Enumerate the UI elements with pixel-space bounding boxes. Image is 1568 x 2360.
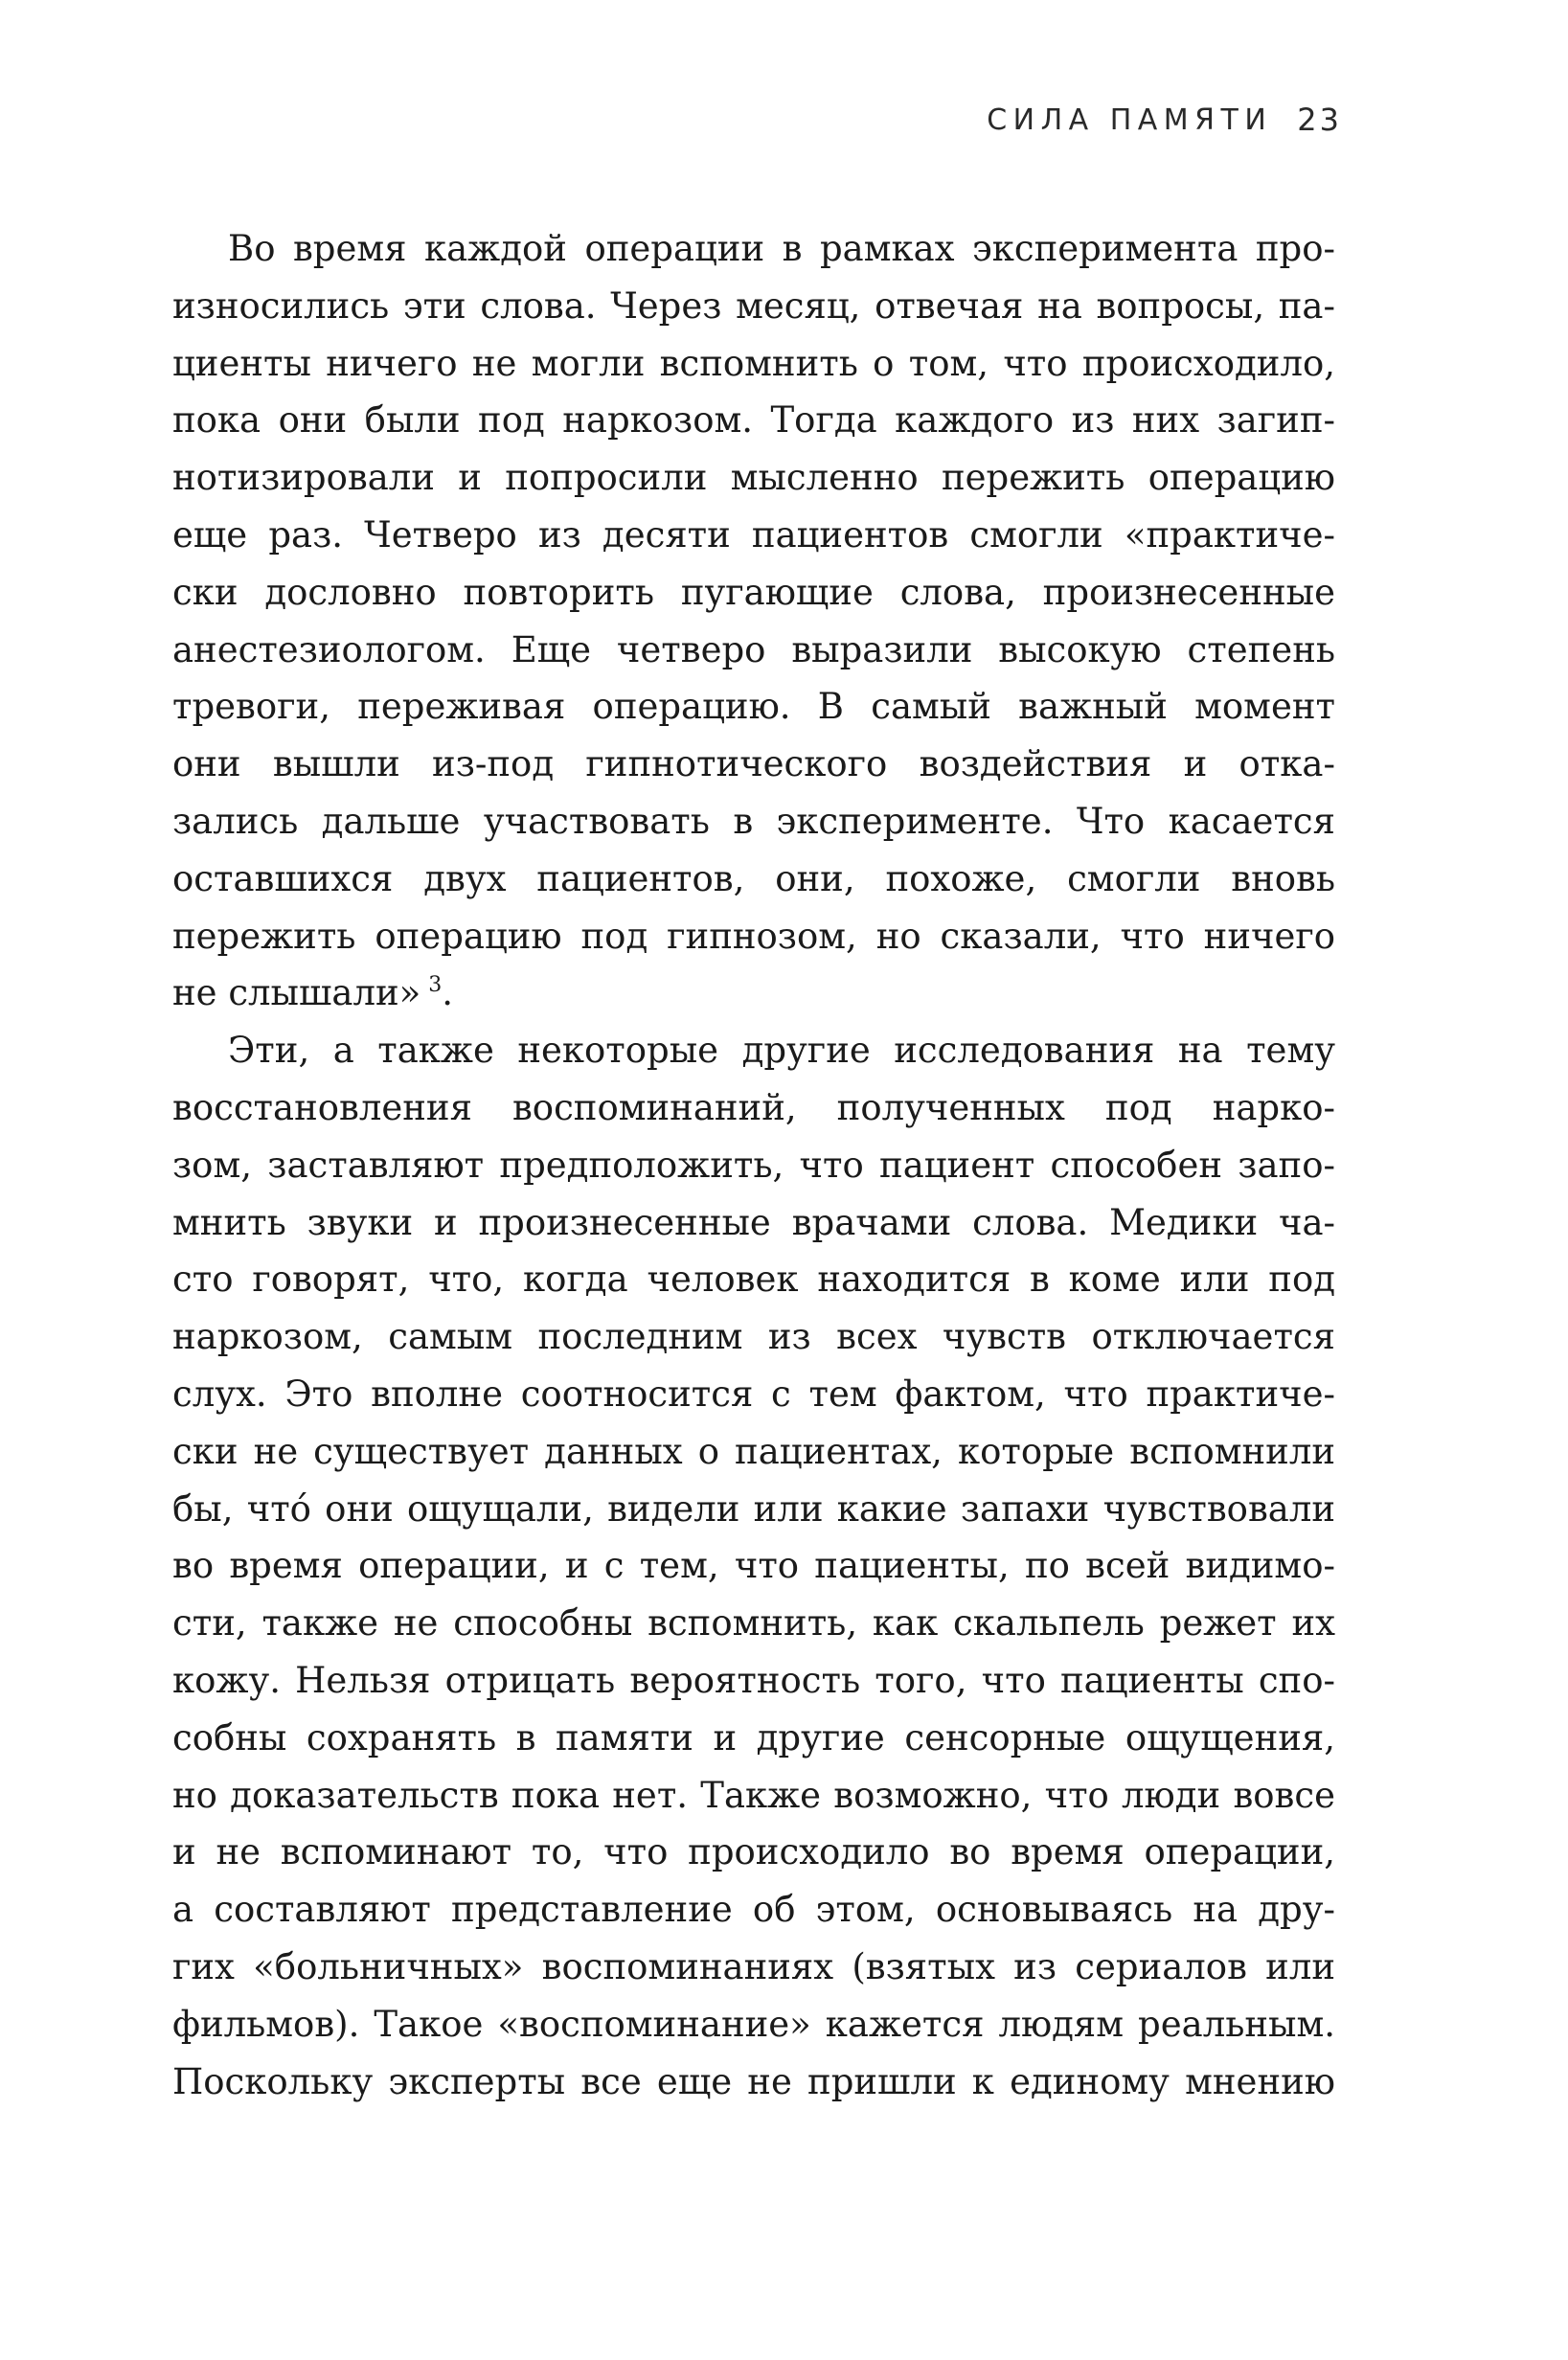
text-line: а составляют представление об этом, основываясь на дру- <box>172 1889 1335 1931</box>
text-line: сти, также не способны вспомнить, как скальпель режет их <box>172 1602 1335 1645</box>
text-line: тревоги, переживая операцию. В самый важный момент <box>172 686 1335 728</box>
last-line-text: не слышали» <box>172 972 421 1014</box>
text-line: наркозом, самым последним из всех чувств отключается <box>172 1316 1335 1358</box>
text-line: они вышли из-под гипнотического воздействия и отка- <box>172 743 1335 785</box>
paragraph-1 <box>172 220 1335 1022</box>
text-line: пережить операцию под гипнозом, но сказали, что ничего <box>172 915 1335 957</box>
text-line: мнить звуки и произнесенные врачами слова. Медики ча- <box>172 1201 1335 1243</box>
text-line: анестезиологом. Еще четверо выразили высокую степень <box>172 628 1335 670</box>
last-line-period: . <box>442 972 454 1014</box>
running-title: СИЛА ПАМЯТИ <box>987 102 1273 137</box>
text-line: еще раз. Четверо из десяти пациентов смогли «практиче- <box>172 513 1335 556</box>
text-line: слух. Это вполне соотносится с тем фактом, что практиче- <box>172 1373 1335 1415</box>
text-line: зались дальше участвовать в эксперименте. Что касается <box>172 800 1335 842</box>
text-line: ски не существует данных о пациентах, которые вспомнили <box>172 1430 1335 1472</box>
text-line: Поскольку эксперты все еще не пришли к единому мнению <box>172 2060 1335 2102</box>
text-line: оставшихся двух пациентов, они, похоже, смогли вновь <box>172 857 1335 899</box>
footnote-reference[interactable]: 3 <box>428 973 443 998</box>
text-line: бы, что́ они ощущали, видели или какие запахи чувствовали <box>172 1487 1335 1530</box>
text-line: но доказательств пока нет. Также возможно, что люди вовсе <box>172 1774 1335 1816</box>
text-line: кожу. Нельзя отрицать вероятность того, что пациенты спо- <box>172 1659 1335 1701</box>
body-text <box>172 220 1335 2110</box>
text-line-last <box>172 964 1335 1022</box>
paragraph-2 <box>172 1022 1335 2110</box>
text-line: износились эти слова. Через месяц, отвечая на вопросы, па- <box>172 284 1335 327</box>
text-line: собны сохранять в памяти и другие сенсорные ощущения, <box>172 1716 1335 1759</box>
text-line: во время операции, и с тем, что пациенты, по всей видимо- <box>172 1545 1335 1587</box>
text-line: гих «больничных» воспоминаниях (взятых из сериалов или <box>172 1945 1335 1987</box>
text-line: восстановления воспоминаний, полученных под нарко- <box>172 1086 1335 1128</box>
text-line: сто говорят, что, когда человек находится в коме или под <box>172 1259 1335 1301</box>
text-line: Эти, а также некоторые другие исследования на тему <box>228 1030 1335 1072</box>
running-head <box>987 99 1342 141</box>
page-number: 23 <box>1297 102 1342 138</box>
text-line: и не вспоминают то, что происходило во время операции, <box>172 1831 1335 1873</box>
text-line: зом, заставляют предположить, что пациент способен запо- <box>172 1144 1335 1186</box>
text-line: фильмов). Такое «воспоминание» кажется людям реальным. <box>172 2003 1335 2045</box>
text-line: ски дословно повторить пугающие слова, произнесенные <box>172 571 1335 613</box>
text-line: нотизировали и попросили мысленно пережить операцию <box>172 457 1335 499</box>
text-line: циенты ничего не могли вспомнить о том, что происходило, <box>172 342 1335 384</box>
text-line: Во время каждой операции в рамках эксперимента про- <box>228 228 1335 269</box>
text-line: пока они были под наркозом. Тогда каждого из них загип- <box>172 399 1335 442</box>
